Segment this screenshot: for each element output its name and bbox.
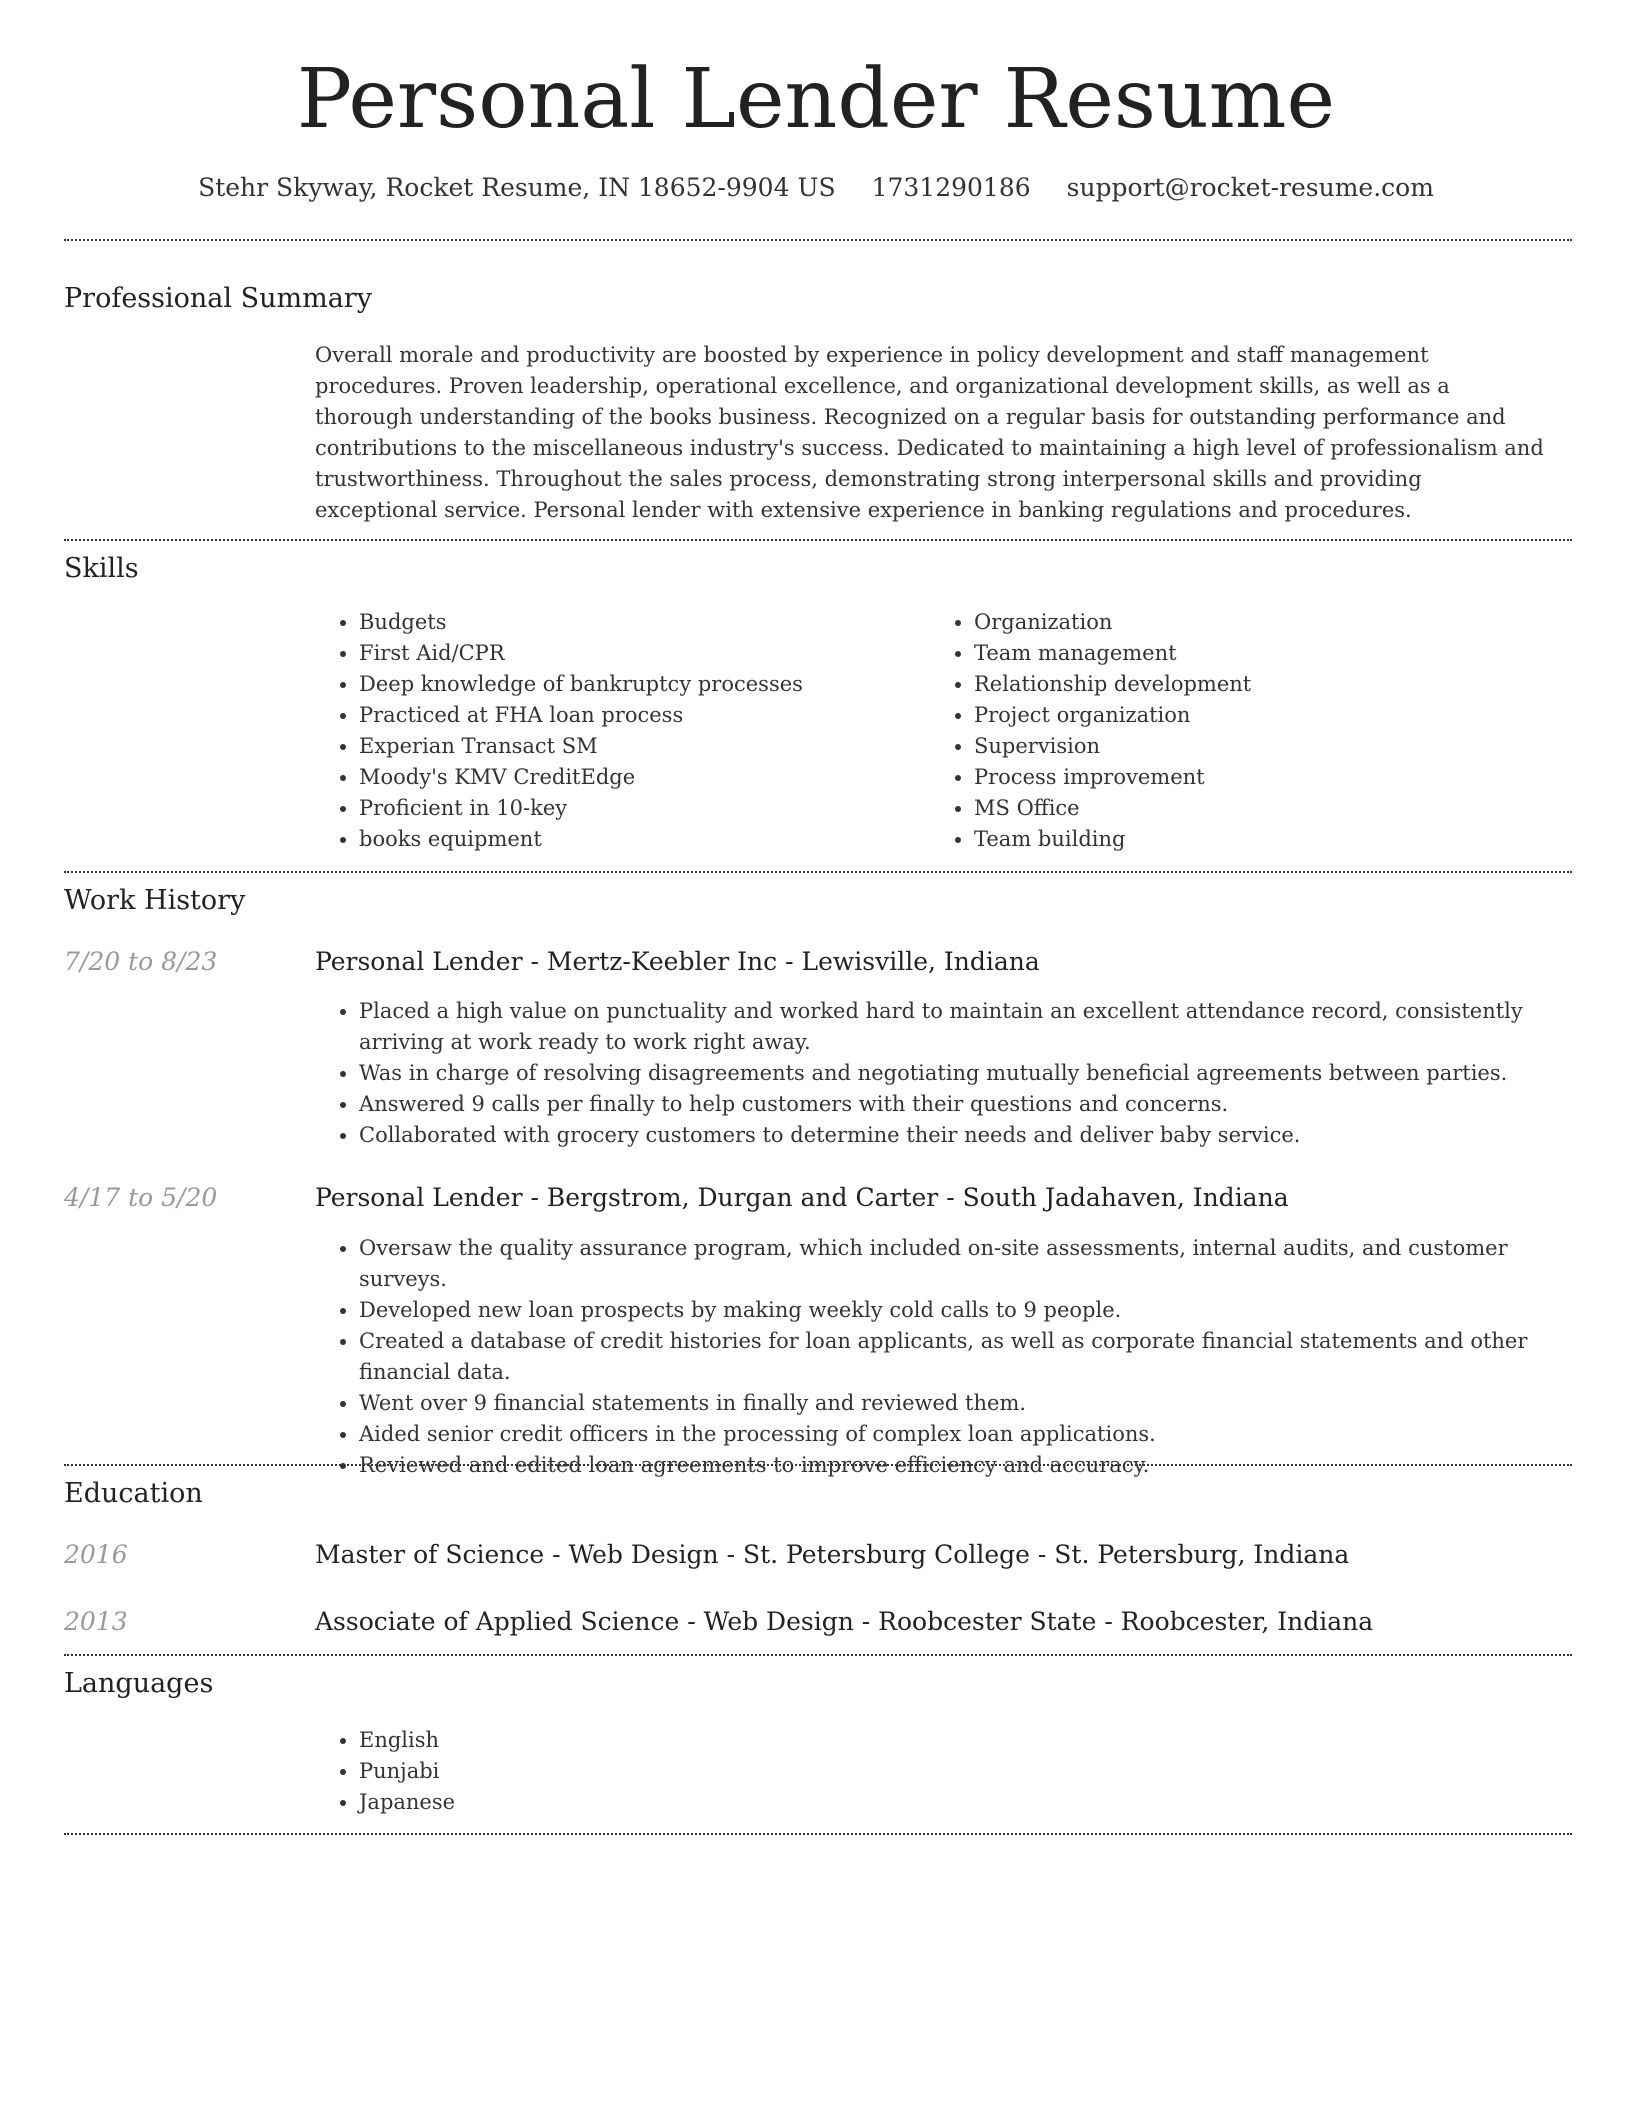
skills-list-left [315,607,919,855]
skill-item: • Proficient in 10-key [359,793,919,824]
skill-item: • Relationship development [974,669,1574,700]
section-divider [64,1833,1572,1835]
work-history-heading: Work History [64,885,246,916]
summary-heading: Professional Summary [64,283,372,314]
skills-heading: Skills [64,553,139,584]
language-item: • English [359,1725,959,1756]
language-item: • Japanese [359,1787,959,1818]
skill-item: • Experian Transact SM [359,731,919,762]
job-dates: 7/20 to 8/23 [64,947,218,976]
section-divider [64,539,1572,541]
skill-item: • Deep knowledge of bankruptcy processes [359,669,919,700]
contact-email[interactable]: support@rocket-resume.com [1066,173,1434,202]
skill-item: • MS Office [974,793,1574,824]
job-dates: 4/17 to 5/20 [64,1183,218,1212]
job-bullet: • Reviewed and edited loan agreements to improve efficiency and accuracy. [359,1450,1594,1481]
skill-item: • Supervision [974,731,1574,762]
job-bullet: • Went over 9 financial statements in finally and reviewed them. [359,1388,1594,1419]
skill-item: • Project organization [974,700,1574,731]
skill-item: • Practiced at FHA loan process [359,700,919,731]
skill-item: • Organization [974,607,1574,638]
languages-list [315,1725,959,1818]
section-divider [64,1654,1572,1656]
education-heading: Education [64,1478,203,1509]
skill-item: • Moody's KMV CreditEdge [359,762,919,793]
section-divider [64,1464,1572,1466]
language-item: • Punjabi [359,1756,959,1787]
job-bullet: • Developed new loan prospects by making weekly cold calls to 9 people. [359,1295,1594,1326]
education-year: 2016 [64,1540,128,1569]
summary-text: Overall morale and productivity are boosted by experience in policy development and staff management procedures. Proven leadership, operational excellence, and organizational development skills, as well as a thorough understanding of the books business. Recognized on a regular basis for outstanding performance and contributions to the miscellaneous industry's success. Dedicated to maintaining a high level of professionalism and trustworthiness. Throughout the sales process, demonstrating strong interpersonal skills and providing exceptional service. Personal lender with extensive experience in banking regulations and procedures. [315,343,1544,522]
job-bullet: • Created a database of credit histories for loan applicants, as well as corporate financial statements and other financial data. [359,1326,1594,1388]
job-bullet: • Placed a high value on punctuality and worked hard to maintain an excellent attendance record, consistently arriving at work ready to work right away. [359,996,1594,1058]
job-bullet: • Oversaw the quality assurance program, which included on-site assessments, internal audits, and customer surveys. [359,1233,1594,1295]
resume-title: Personal Lender Resume [296,52,1336,147]
skill-item: • First Aid/CPR [359,638,919,669]
skills-list-right [930,607,1574,855]
job-title: Personal Lender - Bergstrom, Durgan and Carter - South Jadahaven, Indiana [315,1183,1289,1212]
languages-heading: Languages [64,1668,214,1699]
skill-item: • Budgets [359,607,919,638]
education-degree: Master of Science - Web Design - St. Petersburg College - St. Petersburg, Indiana [315,1540,1350,1569]
job-bullets [315,996,1594,1151]
job-bullet: • Answered 9 calls per finally to help customers with their questions and concerns. [359,1089,1594,1120]
skill-item: • books equipment [359,824,919,855]
job-title: Personal Lender - Mertz-Keebler Inc - Lewisville, Indiana [315,947,1040,976]
education-year: 2013 [64,1607,128,1636]
skill-item: • Team management [974,638,1574,669]
job-bullet: • Was in charge of resolving disagreements and negotiating mutually beneficial agreements between parties. [359,1058,1594,1089]
contact-phone: 1731290186 [871,173,1031,202]
job-bullet: • Aided senior credit officers in the processing of complex loan applications. [359,1419,1594,1450]
contact-address: Stehr Skyway, Rocket Resume, IN 18652-9904 US [198,173,836,202]
skill-item: • Process improvement [974,762,1574,793]
education-degree: Associate of Applied Science - Web Design - Roobcester State - Roobcester, Indiana [315,1607,1374,1636]
section-divider [64,239,1572,241]
job-bullets [315,1233,1594,1481]
contact-line [0,172,1632,204]
skill-item: • Team building [974,824,1574,855]
job-bullet: • Collaborated with grocery customers to determine their needs and deliver baby service. [359,1120,1594,1151]
section-divider [64,871,1572,873]
